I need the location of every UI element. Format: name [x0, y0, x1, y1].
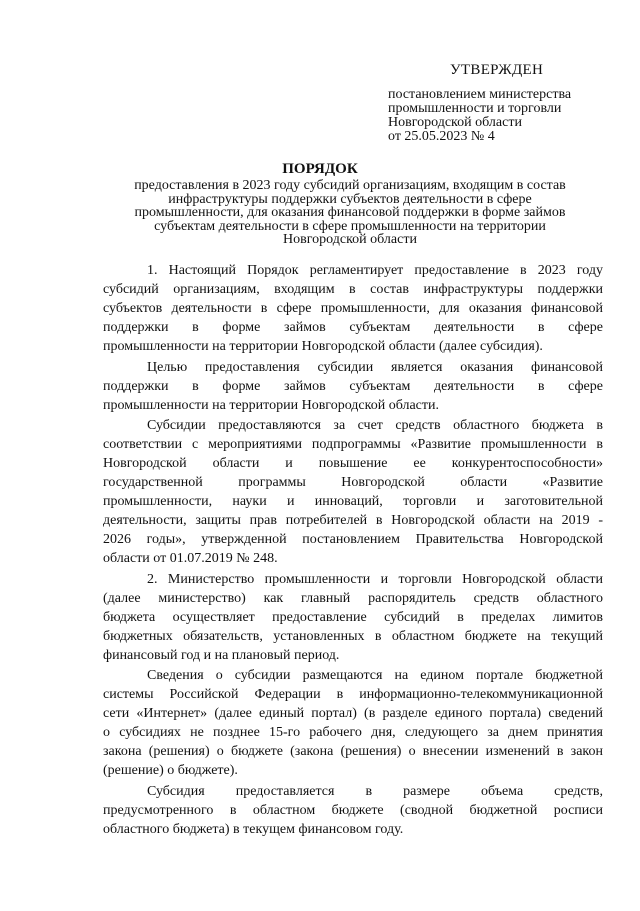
- approval-line: постановлением министерства: [388, 87, 572, 102]
- paragraph-line: Субсидия предоставляется в размере объема средств,: [147, 783, 603, 799]
- approval-line: Новгородской области: [388, 115, 522, 130]
- document-heading: ПОРЯДОК: [282, 161, 358, 177]
- paragraph-line: областного бюджета) в текущем финансовом году.: [103, 821, 404, 837]
- paragraph-line: предусмотренного в областном бюджете (сводной бюджетной росписи: [103, 802, 603, 818]
- paragraph-line: (решение) о бюджете).: [103, 763, 238, 778]
- document-body: [103, 261, 603, 839]
- paragraph-line: промышленности, науки и инноваций, торговли и заготовительной: [103, 494, 603, 509]
- paragraph: [103, 666, 603, 780]
- paragraph-line: закона (решения) о бюджете (закона (решения) о внесении изменений в закон: [103, 744, 603, 759]
- paragraph-line: промышленности на территории Новгородской области.: [103, 397, 440, 413]
- paragraph-line: деятельности, защиты прав потребителей в Новгородской области на 2019 -: [103, 513, 603, 528]
- paragraph: [103, 261, 603, 356]
- paragraph-line: о субсидиях не позднее 15-го рабочего дня, следующего за днем принятия: [103, 725, 603, 740]
- paragraph-line: промышленности на территории Новгородской области (далее субсидия).: [103, 339, 543, 354]
- paragraph-line: 1. Настоящий Порядок регламентирует предоставление в 2023 году: [147, 263, 603, 278]
- paragraph-line: сети «Интернет» (далее единый портал) (в разделе единого портала) сведений: [103, 706, 603, 721]
- paragraph: [103, 570, 603, 665]
- approval-stamp: [388, 62, 628, 144]
- paragraph-line: поддержки в форме займов субъектам деятельности в сфере: [103, 378, 603, 394]
- approval-line: от 25.05.2023 № 4: [388, 129, 495, 144]
- paragraph-line: Целью предоставления субсидии является оказания финансовой: [147, 359, 603, 375]
- approval-title: УТВЕРЖДЕН: [450, 62, 544, 78]
- document-subtitle: [100, 179, 600, 247]
- subtitle-line: Новгородской области: [283, 232, 417, 248]
- subtitle-line: субъектам деятельности в сфере промышленности на территории: [154, 218, 546, 234]
- paragraph-line: финансовый год и на плановый период.: [103, 647, 340, 663]
- paragraph-line: субсидий организациям, входящим в состав инфраструктуры поддержки: [103, 282, 603, 297]
- paragraph-line: Сведения о субсидии размещаются на едином портале бюджетной: [147, 668, 603, 683]
- approval-line: промышленности и торговли: [388, 101, 562, 116]
- paragraph-line: соответствии с мероприятиями подпрограммы «Развитие промышленности в: [103, 437, 603, 452]
- paragraph-line: области от 01.07.2019 № 248.: [103, 551, 278, 566]
- paragraph-line: Субсидии предоставляются за счет средств областного бюджета в: [147, 418, 603, 433]
- paragraph-line: Новгородской области и повышение ее конкурентоспособности»: [103, 456, 603, 471]
- paragraph-line: 2. Министерство промышленности и торговли Новгородской области: [147, 571, 603, 587]
- paragraph-line: 2026 годы», утвержденной постановлением Правительства Новгородской: [103, 532, 603, 547]
- subtitle-line: промышленности, для оказания финансовой поддержки в форме займов: [134, 205, 566, 221]
- paragraph-line: бюджета осуществляет предоставление субсидий в пределах лимитов: [103, 609, 603, 625]
- paragraph-line: субъектов деятельности в сфере промышленности, для оказания финансовой: [103, 301, 603, 316]
- paragraph-line: поддержки в форме займов субъектам деятельности в сфере: [103, 320, 603, 335]
- paragraph-line: бюджетных обязательств, установленных в областном бюджете на текущий: [103, 628, 603, 644]
- paragraph-line: системы Российской Федерации в информационно-телекоммуникационной: [103, 687, 603, 702]
- paragraph: [103, 782, 603, 839]
- paragraph-line: государственной программы Новгородской области «Развитие: [103, 475, 603, 490]
- paragraph: [103, 358, 603, 415]
- subtitle-line: предоставления в 2023 году субсидий организациям, входящим в состав: [134, 178, 566, 193]
- paragraph-line: (далее министерство) как главный распорядитель средств областного: [103, 590, 603, 606]
- subtitle-line: инфраструктуры поддержки субъектов деятельности в сфере: [168, 191, 532, 207]
- paragraph: [103, 416, 603, 568]
